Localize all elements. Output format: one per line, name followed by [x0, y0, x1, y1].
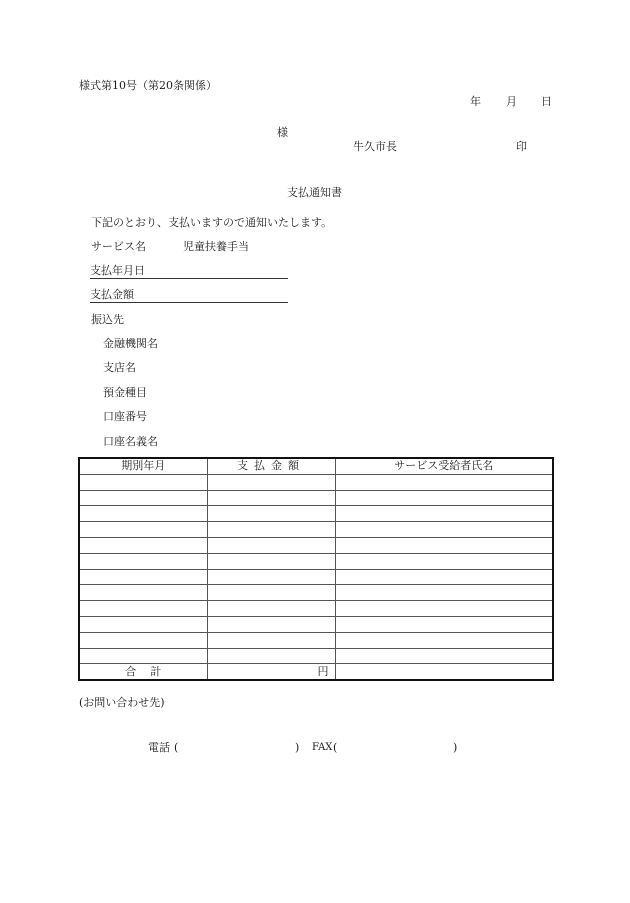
- cell-amount[interactable]: [207, 616, 335, 632]
- table-row: [79, 601, 553, 617]
- cell-period[interactable]: [79, 601, 207, 617]
- transfer-label: 振込先: [91, 313, 124, 326]
- payment-amount-label: 支払金額: [90, 288, 134, 301]
- bank-branch-label: 支店名: [103, 361, 136, 374]
- table-row: [79, 616, 553, 632]
- fax-open-paren: (: [333, 741, 338, 754]
- cell-recipient[interactable]: [335, 522, 553, 538]
- phone-close-paren: ): [295, 741, 300, 754]
- column-header-period: 期別年月: [79, 458, 207, 474]
- service-name-value: 児童扶養手当: [183, 240, 249, 253]
- table-row: [79, 648, 553, 664]
- total-recipient-cell: [335, 664, 553, 680]
- cell-recipient[interactable]: [335, 585, 553, 601]
- date-day-label: 日: [541, 95, 552, 108]
- cell-recipient[interactable]: [335, 601, 553, 617]
- payment-amount-field: [90, 288, 288, 303]
- table-row: [79, 490, 553, 506]
- cell-amount[interactable]: [207, 522, 335, 538]
- table-row: [79, 553, 553, 569]
- cell-recipient[interactable]: [335, 506, 553, 522]
- account-holder-label: 口座名義名: [103, 435, 158, 448]
- document-title: 支払通知書: [287, 186, 342, 199]
- cell-amount[interactable]: [207, 474, 335, 490]
- table-row: [79, 506, 553, 522]
- cell-period[interactable]: [79, 616, 207, 632]
- table-row: [79, 474, 553, 490]
- phone-label: 電話: [148, 741, 170, 754]
- cell-amount[interactable]: [207, 601, 335, 617]
- payment-date-field: [90, 264, 288, 279]
- column-header-recipient: サービス受給者氏名: [335, 458, 553, 474]
- cell-period[interactable]: [79, 648, 207, 664]
- payment-table: [78, 457, 554, 681]
- cell-period[interactable]: [79, 506, 207, 522]
- deposit-type-label: 預金種目: [103, 386, 147, 399]
- total-label: 合計: [79, 664, 207, 680]
- fax-label: FAX: [312, 742, 333, 753]
- intro-text: 下記のとおり、支払いますので通知いたします。: [91, 216, 333, 229]
- addressee-honorific: 様: [277, 126, 288, 139]
- cell-amount[interactable]: [207, 632, 335, 648]
- cell-recipient[interactable]: [335, 648, 553, 664]
- cell-amount[interactable]: [207, 490, 335, 506]
- account-number-label: 口座番号: [103, 410, 147, 423]
- cell-period[interactable]: [79, 585, 207, 601]
- bank-institution-label: 金融機関名: [103, 337, 158, 350]
- cell-amount[interactable]: [207, 585, 335, 601]
- cell-recipient[interactable]: [335, 537, 553, 553]
- fax-close-paren: ): [453, 741, 458, 754]
- fax-field[interactable]: [340, 741, 450, 755]
- table-header-row: [79, 458, 553, 474]
- table-row: [79, 585, 553, 601]
- cell-amount[interactable]: [207, 553, 335, 569]
- date-month-label: 月: [506, 95, 517, 108]
- table-row: [79, 537, 553, 553]
- cell-amount[interactable]: [207, 569, 335, 585]
- cell-amount[interactable]: [207, 506, 335, 522]
- cell-recipient[interactable]: [335, 569, 553, 585]
- total-amount-unit: 円: [207, 664, 335, 680]
- cell-recipient[interactable]: [335, 632, 553, 648]
- cell-amount[interactable]: [207, 537, 335, 553]
- date-year-label: 年: [470, 95, 481, 108]
- cell-period[interactable]: [79, 553, 207, 569]
- table-row: [79, 522, 553, 538]
- cell-recipient[interactable]: [335, 553, 553, 569]
- cell-period[interactable]: [79, 522, 207, 538]
- contact-heading: (お問い合わせ先): [79, 696, 165, 709]
- cell-amount[interactable]: [207, 648, 335, 664]
- payment-date-label: 支払年月日: [90, 264, 145, 277]
- issuer-seal: 印: [516, 140, 527, 153]
- cell-period[interactable]: [79, 474, 207, 490]
- table-total-row: [79, 664, 553, 680]
- cell-period[interactable]: [79, 490, 207, 506]
- phone-open-paren: (: [174, 741, 179, 754]
- cell-recipient[interactable]: [335, 490, 553, 506]
- cell-recipient[interactable]: [335, 474, 553, 490]
- table-row: [79, 569, 553, 585]
- service-name-label: サービス名: [91, 240, 146, 253]
- cell-period[interactable]: [79, 569, 207, 585]
- phone-field[interactable]: [180, 741, 292, 755]
- form-number: 様式第10号（第20条関係）: [79, 79, 217, 92]
- cell-period[interactable]: [79, 537, 207, 553]
- cell-period[interactable]: [79, 632, 207, 648]
- column-header-amount: 支払金額: [207, 458, 335, 474]
- table-row: [79, 632, 553, 648]
- cell-recipient[interactable]: [335, 616, 553, 632]
- issuer-name: 牛久市長: [353, 140, 397, 153]
